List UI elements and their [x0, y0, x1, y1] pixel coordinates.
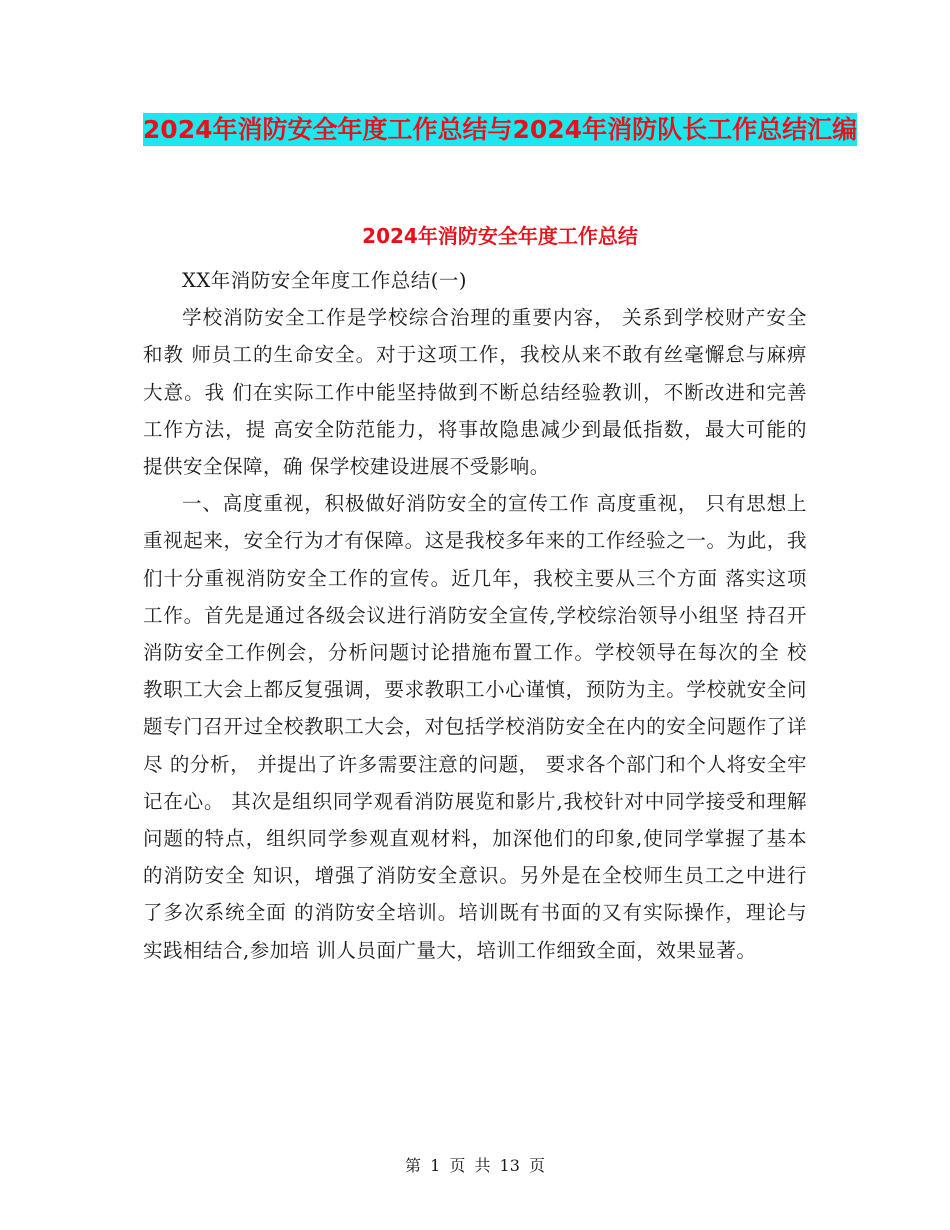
document-subtitle: XX年消防安全年度工作总结(一): [182, 269, 467, 292]
body-paragraph: 一、高度重视，积极做好消防安全的宣传工作 高度重视， 只有思想上重视起来，安全行为才有保障。这是我校多年来的工作经验之一。为此，我们十分重视消防安全工作的宣传。近几年，我校主要从三个方面 落实这项工作。首先是通过各级会议进行消防安全宣传,学校综治领导小组坚 持召开消防安全工作例会，分析问题讨论措施布置工作。学校领导在每次的全 校教职工大会上都反复强调，要求教职工小心谨慎，预防为主。学校就安全问 题专门召开过全校教职工大会，对包括学校消防安全在内的安全问题作了详尽 的分析， 并提出了许多需要注意的问题， 要求各个部门和个人将安全牢记在心。 其次是组织同学观看消防展览和影片,我校针对中同学接受和理解问题的特点，组织同学参观直观材料，加深他们的印象,使同学掌握了基本的消防安全 知识，增强了消防安全意识。另外是在全校师生员工之中进行了多次系统全面 的消防安全培训。培训既有书面的又有实际操作，理论与实践相结合,参加培 训人员面广量大，培训工作细致全面，效果显著。: [143, 492, 807, 962]
page-footer: 第 1 页 共 13 页: [405, 1156, 545, 1175]
document-title: [140, 108, 860, 152]
body-paragraph: 学校消防安全工作是学校综合治理的重要内容， 关系到学校财产安全和教 师员工的生命安全。对于这项工作，我校从来不敢有丝毫懈怠与麻痹大意。我 们在实际工作中能坚持做到不断总结经验教训，不断改进和完善工作方法，提 高安全防范能力，将事故隐患减少到最低指数，最大可能的提供安全保障，确 保学校建设进展不受影响。: [143, 306, 807, 479]
document-title-text: 2024年消防安全年度工作总结与2024年消防队长工作总结汇编: [142, 115, 858, 144]
section-title: 2024年消防安全年度工作总结: [362, 224, 638, 248]
document-body: [143, 262, 807, 969]
